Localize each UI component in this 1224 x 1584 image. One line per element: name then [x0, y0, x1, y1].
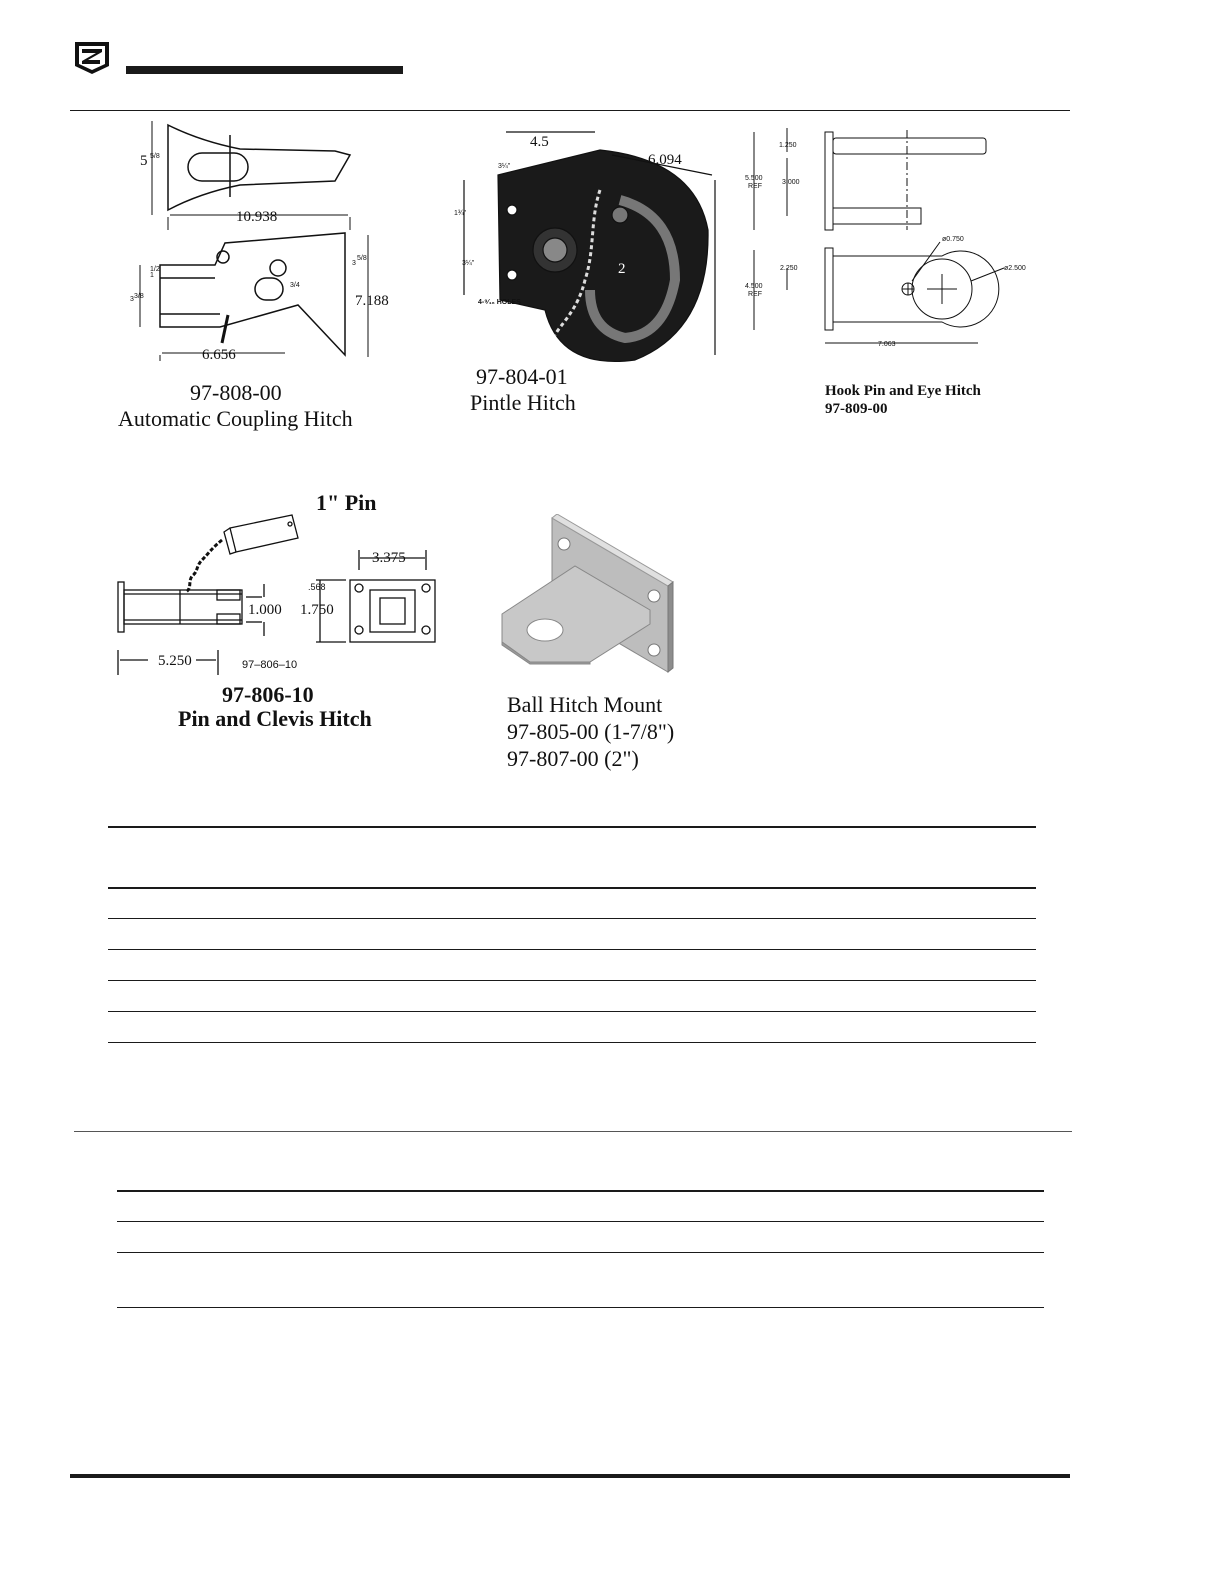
table-2-row-rule	[117, 1221, 1044, 1222]
table-1-row-rule	[108, 1042, 1036, 1043]
ball-mount-line-3: 97-807-00 (2")	[507, 746, 639, 771]
pin-clevis-name: Pin and Clevis Hitch	[178, 706, 372, 731]
dim-label: ø0.750	[942, 236, 964, 243]
pin-clevis-drawing	[112, 510, 447, 675]
pintle-name: Pintle Hitch	[470, 390, 576, 415]
dim-label: 4-⁹⁄₁₆ HOLES	[478, 299, 521, 306]
dim-label: .568	[308, 582, 326, 592]
dim-label: 6.656	[202, 347, 236, 363]
dim-label: 4.5	[530, 134, 549, 150]
table-2-row-rule	[117, 1307, 1044, 1308]
footer-rule	[70, 1474, 1070, 1478]
dim-label: 1.000	[248, 602, 282, 618]
dim-label: 7.188	[355, 293, 389, 309]
dim-label: 2.250	[780, 265, 798, 272]
pintle-part-number: 97-804-01	[476, 364, 568, 389]
table-2-header-rule	[117, 1190, 1044, 1192]
dim-label: 3	[130, 296, 134, 303]
dim-label: REF	[748, 291, 762, 298]
dim-label: 4.500	[745, 283, 763, 290]
table-1-row-rule	[108, 1011, 1036, 1012]
dim-label: 1.250	[779, 142, 797, 149]
dim-label: 3/4	[290, 282, 300, 289]
dim-label: 5.500	[745, 175, 763, 182]
brand-logo	[72, 40, 112, 76]
ball-hitch-mount-drawing	[500, 514, 675, 679]
dim-label: 3/8	[134, 293, 144, 300]
dim-label: 5.250	[158, 653, 192, 669]
hook-pin-eye-name: Hook Pin and Eye Hitch	[825, 383, 981, 399]
table-1-row-rule	[108, 980, 1036, 981]
table-2-row-rule	[117, 1252, 1044, 1253]
hook-pin-eye-drawing	[742, 118, 1042, 358]
dim-label: ø2.500	[1004, 265, 1026, 272]
section-divider	[74, 1131, 1072, 1132]
automatic-coupling-part-number: 97-808-00	[190, 380, 282, 405]
dim-label: 3¼"	[498, 163, 511, 170]
header-rule	[70, 110, 1070, 111]
dim-label: 5/8	[150, 153, 160, 160]
dim-label: 2	[618, 261, 626, 277]
hook-pin-eye-part-number: 97-809-00	[825, 401, 888, 417]
table-1-row-rule	[108, 918, 1036, 919]
automatic-coupling-name: Automatic Coupling Hitch	[118, 406, 353, 431]
table-1-header-rule	[108, 887, 1036, 889]
pin-clevis-part-number: 97-806-10	[222, 682, 314, 707]
ball-mount-name: Ball Hitch Mount	[507, 692, 663, 717]
dim-label: 3.375	[372, 550, 406, 566]
dim-label: 3¼"	[462, 260, 475, 267]
dim-label: 6.094	[648, 152, 682, 168]
dim-label: 7.063	[878, 341, 896, 348]
pintle-hitch-drawing	[450, 120, 722, 370]
dim-label: 97–806–10	[242, 659, 298, 671]
pin-label: 1" Pin	[316, 490, 377, 515]
dim-label: 1.750	[300, 602, 334, 618]
dim-label: 5	[140, 153, 148, 169]
dim-label: REF	[748, 183, 762, 190]
header-bar	[126, 66, 403, 74]
dim-label: 5/8	[357, 255, 367, 262]
table-1-row-rule	[108, 949, 1036, 950]
dim-label: 1¾"	[454, 210, 467, 217]
dim-label: 3	[352, 260, 356, 267]
dim-label: 3.000	[782, 179, 800, 186]
dim-label: 10.938	[236, 209, 278, 225]
automatic-coupling-hitch-drawing	[130, 115, 400, 370]
dim-label: 1	[150, 272, 154, 279]
table-1-top-rule	[108, 826, 1036, 828]
ball-mount-line-2: 97-805-00 (1-7/8")	[507, 719, 675, 744]
dim-label: 1/2	[150, 266, 160, 273]
